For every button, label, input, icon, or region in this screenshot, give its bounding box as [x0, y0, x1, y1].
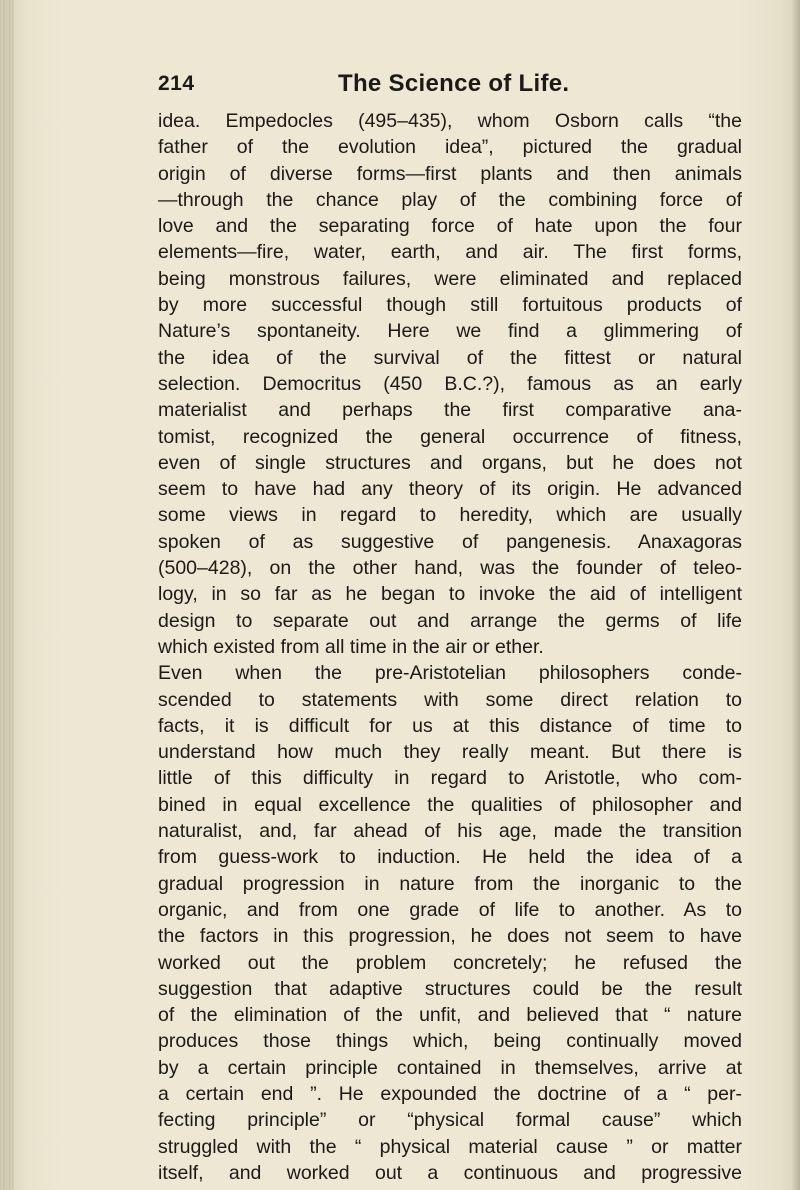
text-line: elements—fire, water, earth, and air. The first forms, — [158, 241, 742, 264]
text-line: Nature’s spontaneity. Here we find a glimmering of — [158, 320, 742, 343]
text-line: the factors in this progression, he does not seem to have — [158, 925, 742, 948]
text-line: some views in regard to heredity, which are usually — [158, 504, 742, 527]
text-line: spoken of as suggestive of pangenesis. Anaxagoras — [158, 530, 742, 553]
text-line: design to separate out and arrange the germs of life — [158, 609, 742, 632]
text-line: a certain end ”. He expounded the doctrine of a “ per- — [158, 1082, 742, 1105]
running-title: The Science of Life. — [338, 70, 570, 97]
text-line: even of single structures and organs, but he does not — [158, 451, 742, 474]
text-line: father of the evolution idea”, pictured the gradual — [158, 136, 742, 159]
text-line: naturalist, and, far ahead of his age, made the transition — [158, 820, 742, 843]
text-line: origin of diverse forms—first plants and then animals — [158, 162, 742, 185]
text-line: love and the separating force of hate upon the four — [158, 215, 742, 238]
text-line: from guess-work to induction. He held the idea of a — [158, 846, 742, 869]
text-line: struggled with the “ physical material cause ” or matter — [158, 1135, 742, 1158]
body-text — [158, 108, 742, 1186]
text-line: idea. Empedocles (495–435), whom Osborn calls “the — [158, 110, 742, 132]
text-line: organic, and from one grade of life to another. As to — [158, 898, 742, 921]
text-line: which existed from all time in the air or ether. — [158, 635, 544, 658]
text-line: by more successful though still fortuitous products of — [158, 294, 742, 317]
text-line: of the elimination of the unfit, and believed that “ nature — [158, 1004, 742, 1027]
binding-gutter — [0, 0, 14, 1190]
text-line: bined in equal excellence the qualities of philosopher and — [158, 793, 742, 816]
text-line: (500–428), on the other hand, was the founder of teleo- — [158, 557, 742, 580]
text-line: Even when the pre-Aristotelian philosophers conde- — [158, 662, 742, 685]
page-number: 214 — [158, 72, 195, 95]
text-line: being monstrous failures, were eliminated and replaced — [158, 267, 742, 290]
text-line: selection. Democritus (450 B.C.?), famous as an early — [158, 372, 742, 395]
text-line: scended to statements with some direct relation to — [158, 688, 742, 711]
text-line: produces those things which, being continually moved — [158, 1030, 742, 1053]
text-line: logy, in so far as he began to invoke the aid of intelligent — [158, 583, 742, 606]
text-line: facts, it is difficult for us at this distance of time to — [158, 714, 742, 737]
text-line: seem to have had any theory of its origin. He advanced — [158, 478, 742, 501]
page-header — [128, 72, 752, 106]
page-edge — [792, 0, 800, 1190]
text-line: materialist and perhaps the first comparative ana- — [158, 399, 742, 422]
text-line: itself, and worked out a continuous and progressive — [158, 1161, 742, 1184]
text-line: tomist, recognized the general occurrence of fitness, — [158, 425, 742, 448]
text-line: gradual progression in nature from the inorganic to the — [158, 872, 742, 895]
text-line: suggestion that adaptive structures could be the result — [158, 977, 742, 1000]
text-line: little of this difficulty in regard to Aristotle, who com- — [158, 767, 742, 790]
text-line: understand how much they really meant. But there is — [158, 741, 742, 764]
text-line: fecting principle” or “physical formal cause” which — [158, 1109, 742, 1132]
text-line: —through the chance play of the combining force of — [158, 188, 742, 211]
text-line: by a certain principle contained in themselves, arrive at — [158, 1056, 742, 1079]
text-line: the idea of the survival of the fittest or natural — [158, 346, 742, 369]
text-line: worked out the problem concretely; he refused the — [158, 951, 742, 974]
